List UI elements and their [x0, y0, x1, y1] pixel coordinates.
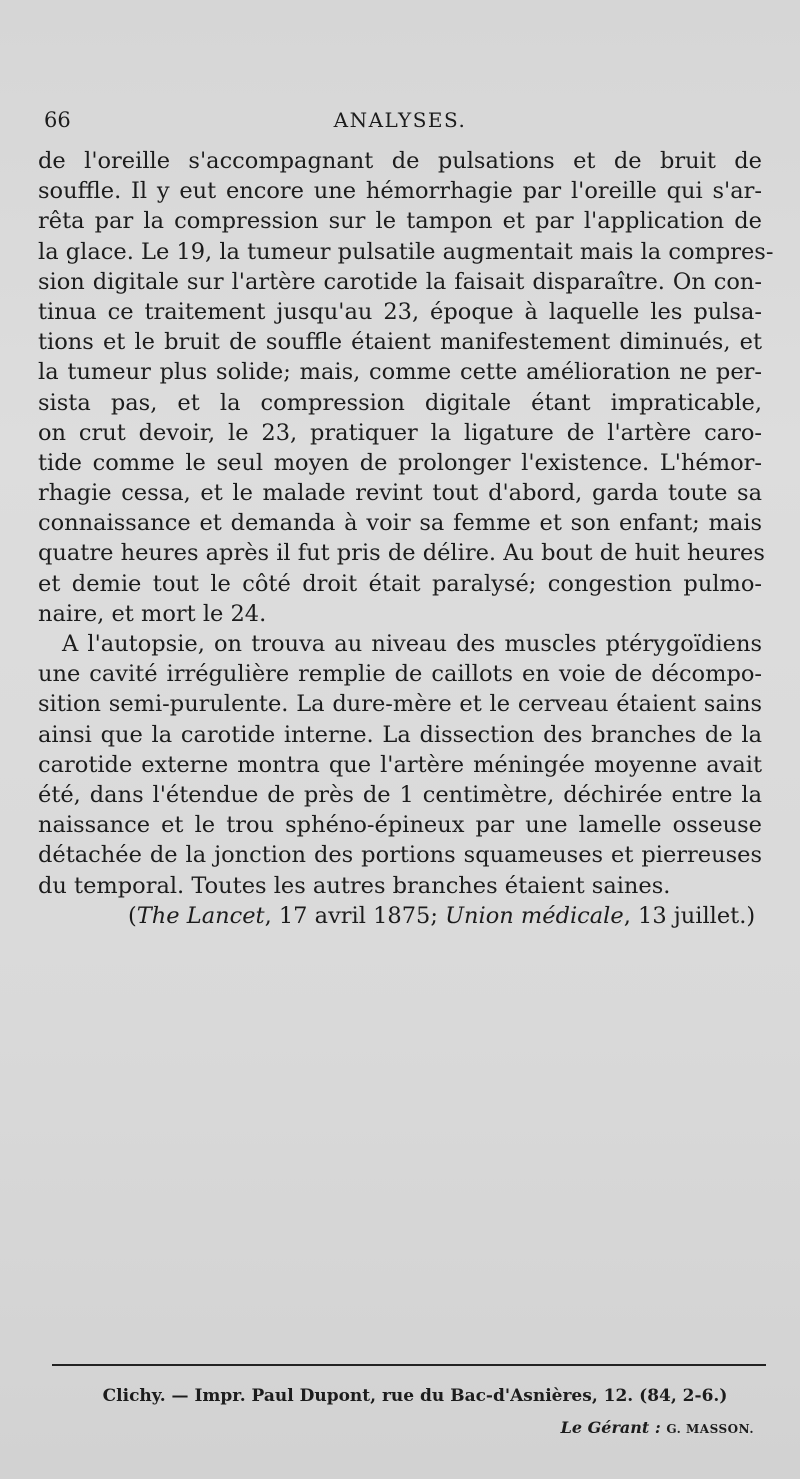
- text-line: été, dans l'étendue de près de 1 centimètre, déchirée entre la: [38, 781, 762, 808]
- text-line: souffle. Il y eut encore une hémorrhagie par l'oreille qui s'ar-: [38, 178, 762, 205]
- text-line: on crut devoir, le 23, pratiquer la ligature de l'artère caro-: [38, 419, 762, 446]
- text-line: A l'autopsie, on trouva au niveau des muscles ptérygoïdiens: [62, 631, 762, 657]
- text-line: la glace. Le 19, la tumeur pulsatile augmentait mais la compres-: [38, 238, 774, 265]
- footer-rule: [52, 1364, 766, 1366]
- text-line: détachée de la jonction des portions squameuses et pierreuses: [38, 842, 762, 869]
- text-line: une cavité irrégulière remplie de caillots en voie de décompo-: [38, 661, 762, 688]
- body-text: [38, 146, 774, 931]
- text-line: tions et le bruit de souffle étaient manifestement diminués, et: [38, 329, 762, 356]
- text-line: naire, et mort le 24.: [38, 600, 267, 627]
- paragraph-1: [38, 146, 774, 629]
- gerant-name: G. MASSON.: [666, 1422, 754, 1436]
- text-line: carotide externe montra que l'artère méningée moyenne avait: [38, 751, 762, 778]
- text-line: quatre heures après il fut pris de délire. Au bout de huit heures: [38, 540, 765, 567]
- text-line: sista pas, et la compression digitale étant impraticable,: [38, 389, 762, 416]
- text-line: connaissance et demanda à voir sa femme et son enfant; mais: [38, 510, 762, 537]
- gerant-label: Le Gérant :: [560, 1418, 661, 1437]
- text-line: tide comme le seul moyen de prolonger l'existence. L'hémor-: [38, 449, 762, 476]
- citation: [38, 901, 762, 931]
- text-line: ainsi que la carotide interne. La dissection des branches de la: [38, 721, 762, 748]
- citation-open: (: [128, 902, 137, 929]
- text-line: naissance et le trou sphéno-épineux par une lamelle osseuse: [38, 812, 762, 839]
- citation-source-union-medicale: Union médicale: [445, 902, 624, 929]
- running-head: ANALYSES.: [333, 108, 467, 132]
- page-header: [44, 108, 756, 138]
- text-line: sion digitale sur l'artère carotide la faisait disparaître. On con-: [38, 268, 762, 295]
- citation-source-lancet: The Lancet: [136, 902, 265, 929]
- text-line: la tumeur plus solide; mais, comme cette amélioration ne per-: [38, 359, 762, 386]
- bleed-through-heading: [40, 1062, 760, 1089]
- text-line: tinua ce traitement jusqu'au 23, époque à laquelle les pulsa-: [38, 298, 762, 325]
- text-line: sition semi-purulente. La dure-mère et le cerveau étaient sains: [38, 691, 762, 718]
- paragraph-2: [38, 629, 762, 901]
- text-line: rhagie cessa, et le malade revint tout d'abord, garda toute sa: [38, 480, 762, 507]
- text-line: rêta par la compression sur le tampon et par l'application de: [38, 208, 762, 235]
- text-line: et demie tout le côté droit était paralysé; congestion pulmo-: [38, 570, 762, 597]
- citation-date-lancet: , 17 avril 1875;: [264, 902, 446, 929]
- text-line: de l'oreille s'accompagnant de pulsations et de bruit de: [38, 148, 762, 174]
- printer-imprint: Clichy. — Impr. Paul Dupont, rue du Bac-d'Asnières, 12. (84, 2-6.): [102, 1386, 728, 1406]
- page-number: 66: [44, 108, 71, 132]
- text-line: du temporal. Toutes les autres branches étaient saines.: [38, 872, 671, 899]
- bleed-through-text: [40, 1180, 760, 1204]
- citation-date-union-medicale: , 13 juillet.): [623, 902, 756, 929]
- gerant-signature: [561, 1418, 754, 1437]
